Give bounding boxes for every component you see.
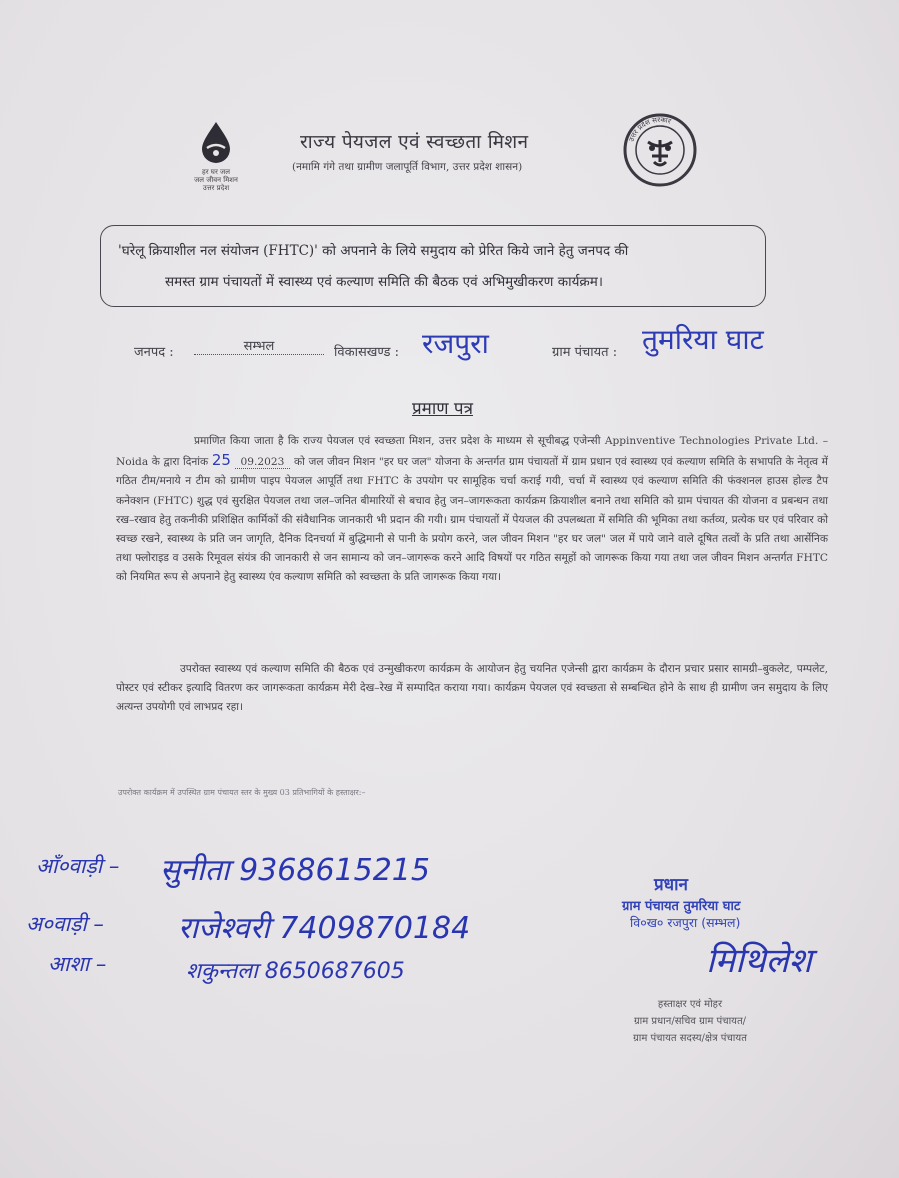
up-government-emblem bbox=[622, 112, 698, 188]
anganwadi-signature-1: सुनीता 9368615215 bbox=[160, 853, 430, 888]
para1-part-a: प्रमाणित किया जाता है कि राज्य पेयजल एवं स्वच्छता मिशन, उत्तर प्रदेश के माध्यम से सूचीबद्ध एजेन्सी Appinventive Technologies Private Ltd. – Noida के द्वारा दिनांक bbox=[116, 435, 828, 469]
water-drop-icon bbox=[198, 120, 234, 164]
panchayat-value: तुमरिया घाट bbox=[642, 323, 764, 356]
stamp-line-1: ग्राम पंचायत तुमरिया घाट bbox=[622, 899, 741, 914]
certificate-title: प्रमाण पत्र bbox=[412, 399, 473, 419]
panchayat-label: ग्राम पंचायत : bbox=[552, 345, 618, 360]
anganwadi-signature-2: राजेश्वरी 7409870184 bbox=[178, 911, 471, 946]
district-label: जनपद : bbox=[134, 345, 174, 360]
caption-line-3: ग्राम पंचायत सदस्य/क्षेत्र पंचायत bbox=[633, 1033, 747, 1044]
certificate-paragraph-2: उपरोक्त स्वास्थ्य एवं कल्याण समिति की बैठक एवं उन्मुखीकरण कार्यक्रम के आयोजन हेतु चयनित एजेन्सी द्वारा कार्यक्रम के दौरान प्रचार प्रसार सामग्री–बुकलेट, पम्पलेट, पोस्टर एवं स्टीकर इत्यादि वितरण कर जागरूकता कार्यक्रम मेरी देख–रेख में सम्पादित कराया गया। कार्यक्रम पेयजल एवं स्वच्छता से सम्बन्धित होने के साथ ही ग्रामीण जन समुदाय के लिए अत्यन्त उपयोगी एवं लाभप्रद रहा। bbox=[116, 663, 828, 714]
svg-text:उत्तर प्रदेश सरकार bbox=[627, 116, 672, 143]
mission-subtitle: (नमामि गंगे तथा ग्रामीण जलापूर्ति विभाग, उत्तर प्रदेश शासन) bbox=[292, 161, 523, 173]
pradhan-signature: मिथिलेश bbox=[706, 941, 812, 981]
program-title-line2: समस्त ग्राम पंचायतों में स्वास्थ्य एवं कल्याण समिति की बैठक एवं अभिमुखीकरण कार्यक्रम। bbox=[165, 274, 603, 290]
location-row bbox=[134, 323, 854, 370]
signature-caption bbox=[580, 996, 800, 1047]
asha-signature: शकुन्तला 8650687605 bbox=[186, 959, 405, 984]
har-ghar-jal-logo bbox=[186, 120, 246, 200]
participants-note: उपरोक्त कार्यक्रम में उपस्थित ग्राम पंचायत स्तर के मुख्य 03 प्रतिभागियों के हस्ताक्षर:– bbox=[118, 788, 366, 797]
anganwadi-label-2: अ०वाड़ी – bbox=[26, 912, 104, 936]
asha-label: आशा – bbox=[48, 952, 107, 976]
stamp-title: प्रधान bbox=[654, 875, 688, 895]
certificate-paragraph-1 bbox=[116, 432, 828, 588]
logo-caption-3: उत्तर प्रदेश bbox=[202, 184, 230, 192]
caption-line-2: ग्राम प्रधान/सचिव ग्राम पंचायत/ bbox=[633, 1016, 747, 1027]
block-label: विकासखण्ड : bbox=[334, 345, 400, 360]
logo-caption-2: जल जीवन मिशन bbox=[194, 176, 238, 184]
stamp-line-2: वि०ख० रजपुरा (सम्भल) bbox=[630, 915, 741, 930]
caption-line-1: हस्ताक्षर एवं मोहर bbox=[657, 999, 723, 1010]
emblem-text: उत्तर प्रदेश सरकार bbox=[627, 115, 672, 143]
para1-part-b: को जल जीवन मिशन "हर घर जल" योजना के अन्तर्गत ग्राम पंचायतों में ग्राम प्रधान एवं स्वास्थ्य एवं कल्याण समिति के सभापति के नेतृत्व में गठित टीम/मनाये न टीम को ग्रामीण पाइप पेयजल आपूर्ति तथा FHTC के उपयोग पर सामूहिक चर्चा कराई गयी, चर्चा में स्वास्थ्य एवं कल्याण समिति की फंक्शनल हाउस होल्ड टैप कनेक्शन (FHTC) शुद्ध एवं सुरक्षित पेयजल तथा जल–जनित बीमारियों से बचाव हेतु जन–जागरूकता कार्यक्रम क्रियाशील बनाने तथा समिति को ग्राम पंचायत की योजना व प्रबन्धन तथा रख–रखाव हेतु तकनीकी प्रशिक्षित कार्मिकों की संवैधानिक जानकारी भी प्रदान की गयी। ग्राम पंचायतों में पेयजल की उपलब्धता में समिति की भूमिका तथा कर्तव्य, प्रत्येक घर एवं परिवार को स्वच्छ रखने, स्वास्थ्य के प्रति जन जागृति, दैनिक दिनचर्या में बुद्धिमानी से पानी के प्रयोग करने, जल जीवन मिशन "हर घर जल" जल में पाये जाने वाले दूषित तत्वों के प्रति तथा आर्सेनिक तथा फ्लोराइड व उसके रिमूवल संयंत्र की जानकारी से जन सामान्य को जन–जागरूक करने आदि विषयों पर गठित समूहों को जागरूक किया गया तथा जल जीवन मिशन अन्तर्गत FHTC को नियमित रूप से अपनाने हेतु स्वास्थ्य एंव कल्याण समिति को स्वच्छता के प्रति जागरूक किया गया। bbox=[116, 456, 828, 584]
block-value: रजपुरा bbox=[422, 327, 489, 360]
program-box bbox=[100, 225, 766, 307]
district-value: सम्भल bbox=[194, 336, 324, 355]
mission-title: राज्य पेयजल एवं स्वच्छता मिशन bbox=[300, 131, 529, 153]
logo-caption-1: हर घर जल bbox=[202, 168, 230, 176]
date-day: 25 bbox=[211, 451, 231, 470]
program-title-line1: 'घरेलू क्रियाशील नल संयोजन (FHTC)' को अपनाने के लिये समुदाय को प्रेरित किये जाने हेतु जनपद की bbox=[118, 243, 629, 259]
anganwadi-label-1: आँ०वाड़ी – bbox=[36, 854, 120, 878]
date-rest: 09.2023 bbox=[235, 456, 291, 469]
